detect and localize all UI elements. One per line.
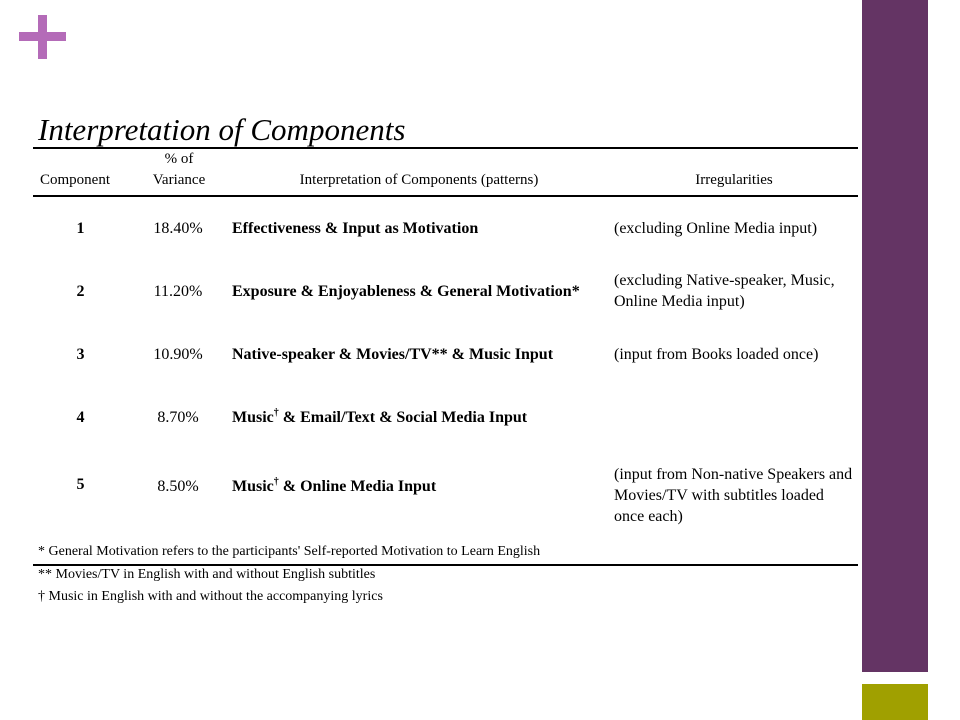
interpretation-text: Exposure & Enjoyableness & General Motivation* [232, 282, 580, 300]
header-variance-line1: % of [164, 151, 194, 167]
table-row [33, 323, 858, 385]
side-accent-block [862, 684, 928, 720]
component-number: 2 [76, 282, 85, 300]
footnote: ** Movies/TV in English with and without English subtitles [38, 566, 376, 582]
variance-value: 8.50% [128, 449, 228, 565]
interpretation-text: Native-speaker & Movies/TV** & Music Input [232, 345, 554, 363]
header-component: Component [33, 148, 128, 196]
component-number: 4 [76, 408, 85, 426]
slide-title: Interpretation of Components [38, 112, 406, 147]
variance-value: 10.90% [153, 345, 203, 363]
irregularities-text: (excluding Online Media input) [614, 219, 818, 237]
interpretation-text-start: Music [232, 478, 274, 495]
component-number: 1 [76, 219, 85, 237]
header-irregularities: Irregularities [610, 148, 858, 196]
plus-icon [19, 15, 66, 59]
variance-value: 8.70% [157, 408, 199, 426]
irregularities-text: (excluding Native-speaker, Music, Online Media input) [614, 272, 835, 310]
table-header-row [33, 148, 858, 196]
table-row [33, 259, 858, 323]
footnote: † Music in English with and without the accompanying lyrics [38, 589, 383, 604]
header-variance-line2: Variance [152, 172, 206, 188]
variance-value: 11.20% [153, 282, 203, 300]
interpretation-text-rest: & Online Media Input [278, 478, 437, 495]
footnote: * General Motivation refers to the participants' Self-reported Motivation to Learn English [38, 544, 541, 559]
dagger-mark: † [273, 407, 279, 419]
interpretation-text-rest: & Email/Text & Social Media Input [278, 408, 528, 426]
component-number: 3 [76, 345, 85, 363]
components-table [33, 147, 858, 566]
irregularities-text: (input from Books loaded once) [614, 345, 819, 363]
interpretation-text-start: Music [232, 408, 274, 426]
footnotes [38, 541, 838, 609]
interpretation-text: Effectiveness & Input as Motivation [232, 219, 479, 237]
irregularities-text [610, 385, 858, 449]
table-row [33, 196, 858, 259]
header-variance [128, 148, 228, 196]
side-accent-bar [862, 0, 928, 672]
variance-value: 18.40% [153, 219, 203, 237]
table-row [33, 385, 858, 449]
component-number: 5 [33, 449, 128, 565]
dagger-mark: † [273, 476, 279, 488]
interpretation-text [228, 385, 610, 449]
header-interpretation: Interpretation of Components (patterns) [228, 148, 610, 196]
irregularities-text: (input from Non-native Speakers and Movies/TV with subtitles loaded once each) [610, 449, 858, 565]
